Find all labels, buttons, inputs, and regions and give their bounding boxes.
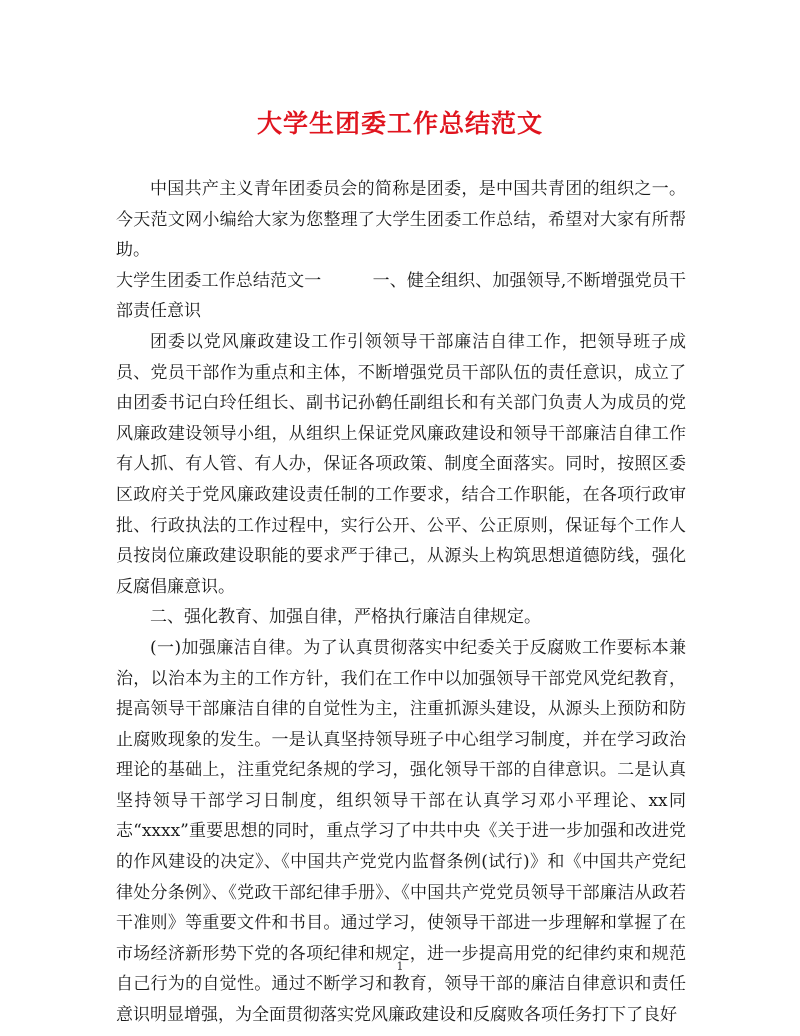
section-heading-2: 二、强化教育、加强自律，严格执行廉洁自律规定。: [150, 607, 541, 628]
intro-paragraph: 中国共产主义青年团委员会的简称是团委，是中国共青团的组织之一。今天范文网小编给大家为您整理了大学生团委工作总结，希望对大家有所帮助。: [116, 179, 686, 261]
body-paragraph-1: 团委以党风廉政建设工作引领领导干部廉洁自律工作，把领导班子成员、党员干部作为重点和主体，不断增强党员干部队伍的责任意识，成立了由团委书记白玲任组长、副书记孙鹤任副组长和有关部门负责人为成员的党风廉政建设领导小组，从组织上保证党风廉政建设和领导干部廉洁自律工作有人抓、有人管、有人办，保证各项政策、制度全面落实。同时，按照区委区政府关于党风廉政建设责任制的工作要求，结合工作职能，在各项行政审批、行政执法的工作过程中，实行公开、公平、公正原则，保证每个工作人员按岗位廉政建设职能的要求严于律己，从源头上构筑思想道德防线，强化反腐倡廉意识。: [116, 331, 686, 597]
document-title: 大学生团委工作总结范文: [256, 109, 543, 138]
section-heading-1: 大学生团委工作总结范文一 一、健全组织、加强领导,不断增强党员干部责任意识: [116, 270, 686, 322]
page-number: 1: [396, 960, 404, 973]
body-paragraph-2: (一)加强廉洁自律。为了认真贯彻落实中纪委关于反腐败工作要标本兼治，以治本为主的工作方针，我们在工作中以加强领导干部党风党纪教育，提高领导干部廉洁自律的自觉性为主，注重抓源头建设，从源头上预防和防止腐败现象的发生。一是认真坚持领导班子中心组学习制度，并在学习政治理论的基础上，注重党纪条规的学习，强化领导干部的自律意识。二是认真坚持领导干部学习日制度，组织领导干部在认真学习邓小平理论、xx同志“xxxx”重要思想的同时，重点学习了中共中央《关于进一步加强和改进党的作风建设的决定》、《中国共产党党内监督条例(试行)》和《中国共产党纪律处分条例》、《党政干部纪律手册》、《中国共产党党员领导干部廉洁从政若干准则》等重要文件和书目。通过学习，使领导干部进一步理解和掌握了在市场经济新形势下党的各项纪律和规定，进一步提高用党的纪律约束和规范自己行为的自觉性。通过不断学习和教育，领导干部的廉洁自律意识和责任意识明显增强，为全面贯彻落实党风廉政建设和反腐败各项任务打下了良好: [116, 637, 686, 1026]
document-body: [116, 174, 686, 1031]
